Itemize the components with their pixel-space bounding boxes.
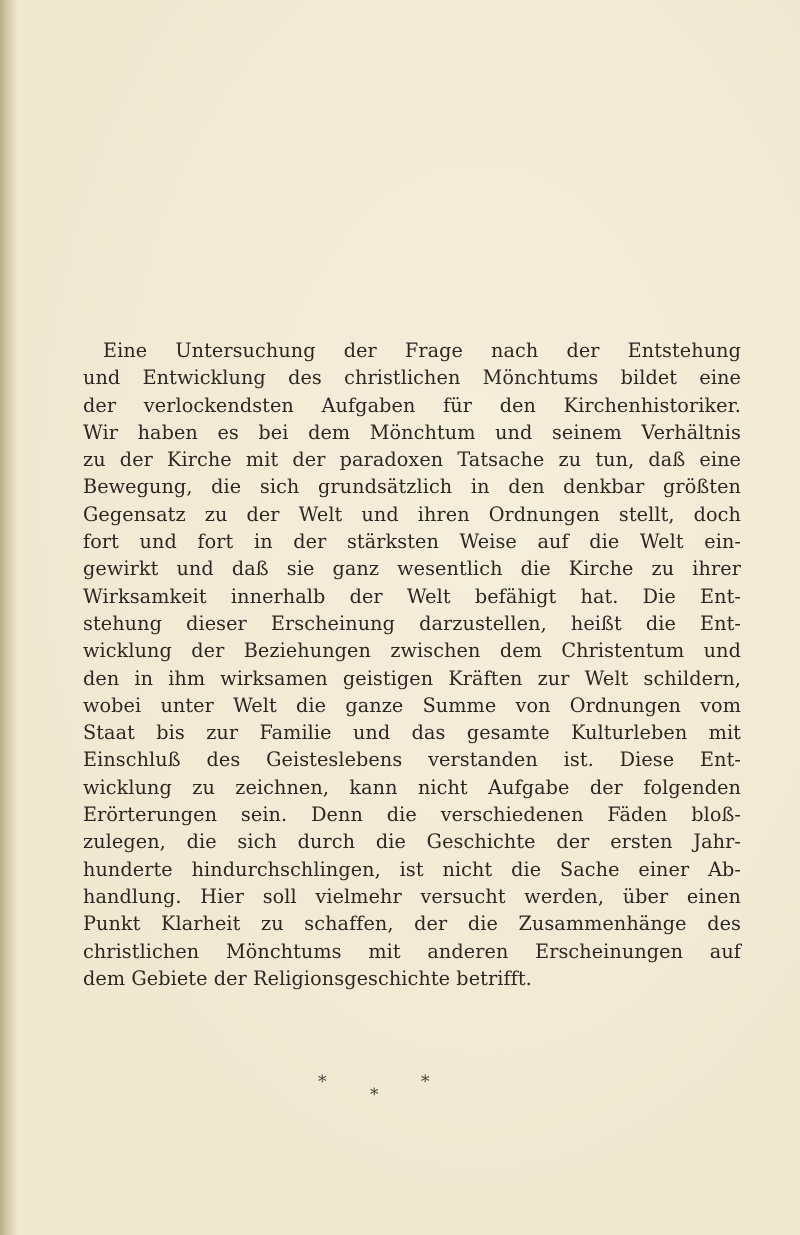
text-line: und Entwicklung des christlichen Mönchtums bildet eine bbox=[83, 366, 741, 390]
text-line: der verlockendsten Aufgaben für den Kirchenhistoriker. bbox=[83, 393, 741, 417]
text-line: Gegensatz zu der Welt und ihren Ordnungen stellt, doch bbox=[83, 502, 741, 526]
text-line: handlung. Hier soll vielmehr versucht werden, über einen bbox=[83, 884, 741, 908]
text-line: hunderte hindurchschlingen, ist nicht die Sache einer Ab- bbox=[83, 857, 741, 881]
text-line: wobei unter Welt die ganze Summe von Ordnungen vom bbox=[83, 693, 741, 717]
asterisk-right: * bbox=[421, 1072, 430, 1092]
text-line: Bewegung, die sich grundsätzlich in den denkbar größten bbox=[83, 475, 741, 499]
text-line: den in ihm wirksamen geistigen Kräften zur Welt schildern, bbox=[83, 666, 741, 690]
asterisk-center: * bbox=[370, 1085, 379, 1105]
text-line: Eine Untersuchung der Frage nach der Entstehung bbox=[103, 339, 741, 362]
page-gutter-shadow bbox=[0, 0, 20, 1235]
text-line: Wir haben es bei dem Mönchtum und seinem Verhältnis bbox=[83, 420, 741, 444]
section-separator bbox=[0, 1070, 800, 1110]
text-line: wicklung zu zeichnen, kann nicht Aufgabe der folgenden bbox=[83, 775, 741, 799]
text-line: Staat bis zur Familie und das gesamte Kulturleben mit bbox=[83, 721, 741, 745]
asterisk-left: * bbox=[318, 1072, 327, 1092]
text-line: christlichen Mönchtums mit anderen Erscheinungen auf bbox=[83, 939, 741, 963]
text-line: gewirkt und daß sie ganz wesentlich die Kirche zu ihrer bbox=[83, 557, 741, 581]
text-line: dem Gebiete der Religionsgeschichte betrifft. bbox=[83, 966, 532, 990]
body-paragraph bbox=[83, 337, 741, 992]
text-line: Wirksamkeit innerhalb der Welt befähigt hat. Die Ent- bbox=[83, 584, 741, 608]
text-line: stehung dieser Erscheinung darzustellen, heißt die Ent- bbox=[83, 611, 741, 635]
text-line: zulegen, die sich durch die Geschichte der ersten Jahr- bbox=[83, 830, 741, 854]
text-line: Einschluß des Geisteslebens verstanden ist. Diese Ent- bbox=[83, 748, 741, 772]
text-line: Erörterungen sein. Denn die verschiedenen Fäden bloß- bbox=[83, 803, 741, 827]
text-line: zu der Kirche mit der paradoxen Tatsache zu tun, daß eine bbox=[83, 448, 741, 472]
text-line: Punkt Klarheit zu schaffen, der die Zusammenhänge des bbox=[83, 912, 741, 936]
text-line: fort und fort in der stärksten Weise auf die Welt ein- bbox=[83, 530, 741, 554]
text-line: wicklung der Beziehungen zwischen dem Christentum und bbox=[83, 639, 741, 663]
